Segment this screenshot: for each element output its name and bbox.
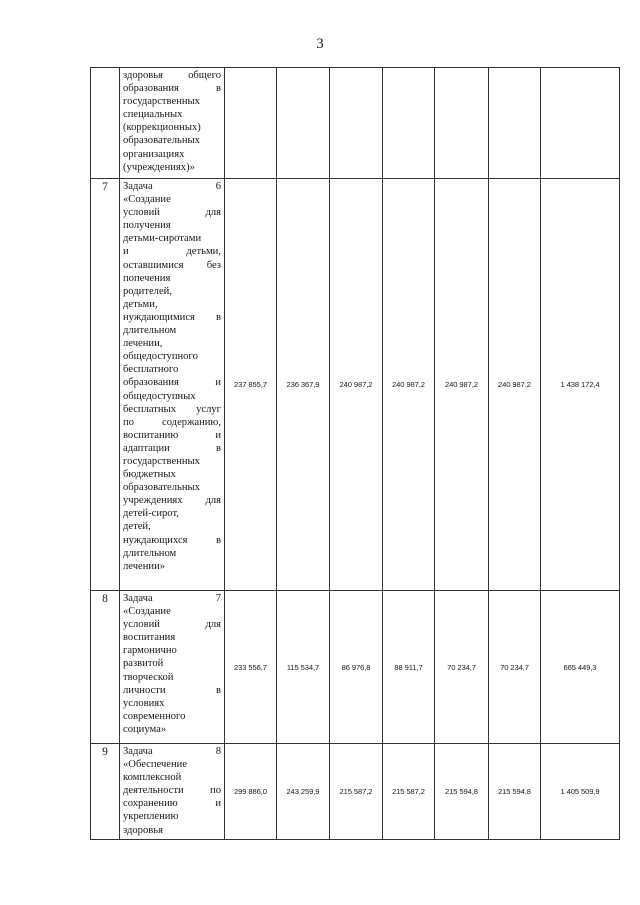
- task-text-line: нуждающихся в: [123, 534, 221, 546]
- task-text-line: попечения: [123, 272, 171, 284]
- task-text-line: государственных: [123, 455, 200, 467]
- task-text-line: и детьми,: [123, 246, 221, 258]
- task-text-line: лечении,: [123, 338, 163, 350]
- year-value-cell: [225, 68, 277, 179]
- task-text-line: (коррекционных): [123, 122, 201, 134]
- year-value-cell: 215 587,2: [330, 744, 383, 840]
- task-text-line: родителей,: [123, 285, 172, 297]
- year-value-cell: [383, 68, 435, 179]
- year-value-cell: 240 987,2: [435, 179, 489, 591]
- task-text-line: Задача 7: [123, 593, 221, 604]
- budget-table: [90, 67, 620, 840]
- task-text-line: образования в: [123, 83, 221, 95]
- row-number-cell: 8: [91, 591, 120, 744]
- task-text-line: учреждениях для: [123, 495, 221, 507]
- task-text-line: образовательных: [123, 482, 200, 494]
- task-text-line: лечении»: [123, 560, 166, 572]
- task-text-line: условиях: [123, 697, 165, 709]
- row-number-cell: 7: [91, 179, 120, 591]
- task-text-line: нуждающимися в: [123, 311, 221, 323]
- task-text-line: современного: [123, 710, 186, 722]
- task-text-line: детей,: [123, 521, 151, 533]
- year-value-cell: 236 367,9: [277, 179, 330, 591]
- task-text-line: воспитанию и: [123, 429, 221, 441]
- year-value-cell: 243 259,9: [277, 744, 330, 840]
- year-value-cell: 115 534,7: [277, 591, 330, 744]
- table-row: [91, 591, 620, 744]
- task-text-line: «Создание: [123, 606, 171, 618]
- task-text-line: детьми,: [123, 298, 158, 310]
- task-text-line: «Обеспечение: [123, 759, 188, 771]
- year-value-cell: [277, 68, 330, 179]
- task-text-line: оставшимися без: [123, 259, 221, 271]
- task-text-line: длительном: [123, 547, 177, 559]
- year-value-cell: 240 987,2: [383, 179, 435, 591]
- task-text-line: по содержанию,: [123, 416, 221, 428]
- year-value-cell: [330, 68, 383, 179]
- task-text-line: общедоступных: [123, 390, 196, 402]
- year-value-cell: 215 587,2: [383, 744, 435, 840]
- task-text-line: детьми-сиротами: [123, 233, 202, 245]
- task-text-line: здоровья общего: [123, 70, 221, 81]
- year-value-cell: 88 911,7: [383, 591, 435, 744]
- task-text-line: условий для: [123, 207, 221, 219]
- year-value-cell: 215 594,8: [489, 744, 541, 840]
- task-text-line: образовательных: [123, 135, 200, 147]
- table-row: [91, 179, 620, 591]
- task-text-line: творческой: [123, 671, 174, 683]
- task-text-line: здоровья: [123, 824, 163, 836]
- task-text-line: получения: [123, 220, 171, 232]
- year-value-cell: 70 234,7: [489, 591, 541, 744]
- task-description-cell: [120, 591, 225, 744]
- total-value-cell: 1 438 172,4: [541, 179, 620, 591]
- task-text-line: специальных: [123, 109, 183, 121]
- task-description-cell: [120, 744, 225, 840]
- task-text-line: укреплению: [123, 811, 179, 823]
- year-value-cell: 240 987,2: [330, 179, 383, 591]
- row-number-cell: 9: [91, 744, 120, 840]
- year-value-cell: 240 987,2: [489, 179, 541, 591]
- year-value-cell: 299 886,0: [225, 744, 277, 840]
- total-value-cell: 1 405 509,9: [541, 744, 620, 840]
- year-value-cell: 70 234,7: [435, 591, 489, 744]
- task-text-line: адаптации в: [123, 442, 221, 454]
- task-text-line: общедоступного: [123, 351, 198, 363]
- task-text-line: образования и: [123, 377, 221, 389]
- task-text-line: государственных: [123, 96, 200, 108]
- task-text-line: бесплатного: [123, 364, 179, 376]
- total-value-cell: 665 449,3: [541, 591, 620, 744]
- task-text-line: развитой: [123, 658, 164, 670]
- task-text-line: организациях: [123, 148, 185, 160]
- table-row: [91, 68, 620, 179]
- year-value-cell: 86 976,8: [330, 591, 383, 744]
- page-number: 3: [316, 36, 324, 52]
- year-value-cell: 233 556,7: [225, 591, 277, 744]
- task-text-line: социума»: [123, 723, 167, 735]
- task-text-line: (учреждениях)»: [123, 161, 195, 173]
- task-text-line: бюджетных: [123, 469, 176, 481]
- task-text-line: деятельности по: [123, 785, 221, 797]
- year-value-cell: [435, 68, 489, 179]
- task-text-line: длительном: [123, 325, 177, 337]
- task-text-line: комплексной: [123, 772, 182, 784]
- task-text-line: условий для: [123, 619, 221, 631]
- row-number-cell: [91, 68, 120, 179]
- task-text-line: Задача 6: [123, 181, 221, 192]
- year-value-cell: [489, 68, 541, 179]
- table-row: [91, 744, 620, 840]
- task-text-line: Задача 8: [123, 746, 221, 757]
- task-description-cell: [120, 68, 225, 179]
- task-text-line: личности в: [123, 684, 221, 696]
- task-text-line: детей-сирот,: [123, 508, 179, 520]
- year-value-cell: 215 594,8: [435, 744, 489, 840]
- task-text-line: бесплатных услуг: [123, 403, 221, 415]
- task-text-line: воспитания: [123, 632, 176, 644]
- year-value-cell: 237 855,7: [225, 179, 277, 591]
- task-text-line: «Создание: [123, 194, 171, 206]
- total-value-cell: [541, 68, 620, 179]
- task-text-line: сохранению и: [123, 798, 221, 810]
- task-description-cell: [120, 179, 225, 591]
- task-text-line: гармонично: [123, 645, 177, 657]
